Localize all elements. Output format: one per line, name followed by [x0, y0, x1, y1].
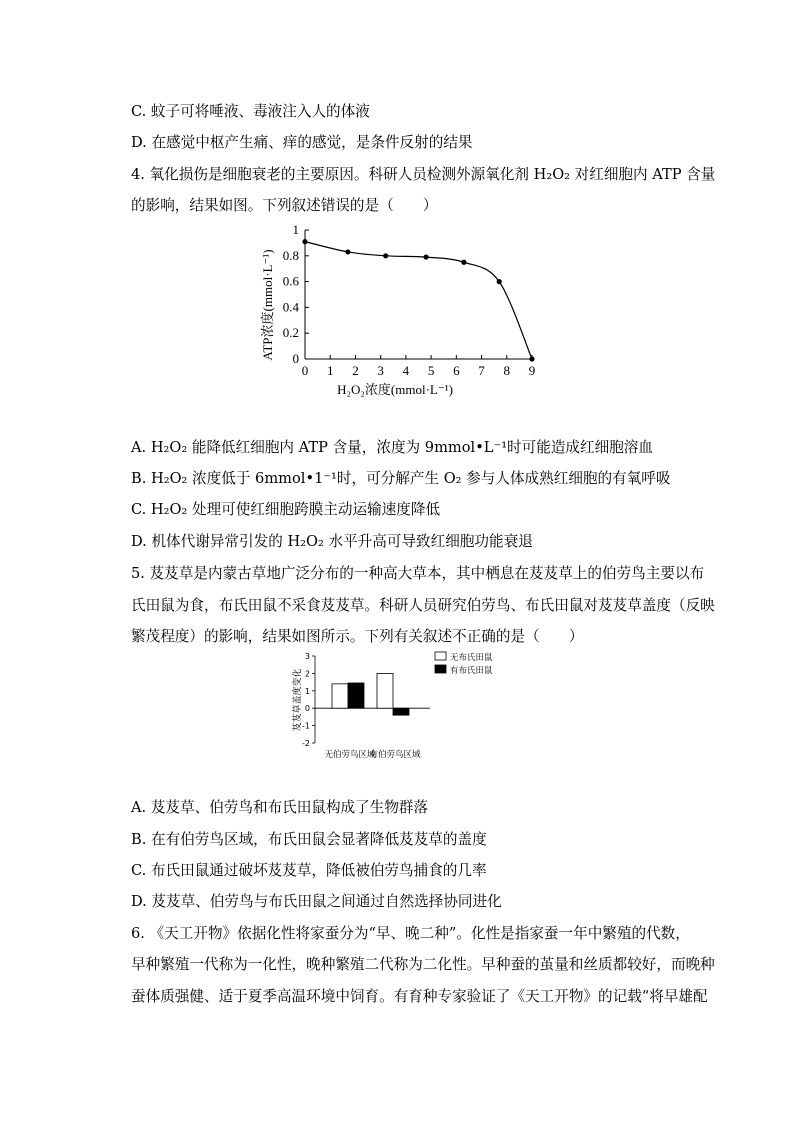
coverage-bar-chart [285, 648, 515, 763]
data-point [497, 279, 502, 284]
x-tick-label: 3 [377, 363, 384, 378]
question-4-stem-cont: 的影响，结果如图。下列叙述错误的是（ ） [131, 197, 438, 214]
option-d-q3: D. 在感觉中枢产生痛、痒的感觉，是条件反射的结果 [131, 134, 473, 151]
bar [393, 708, 409, 715]
y-tick-label: 0 [292, 351, 299, 366]
legend-swatch [435, 665, 446, 673]
question-6-stem-cont2: 蚕体质强健、适于夏季高温环境中饲育。有育种专家验证了《天工开物》的记载“将早雄配 [131, 988, 708, 1005]
option-b-q5: B. 在有伯劳鸟区域，布氏田鼠会显著降低芨芨草的盖度 [131, 831, 487, 848]
x-tick-label: 5 [427, 363, 435, 378]
option-d-q5: D. 芨芨草、伯劳鸟与布氏田鼠之间通过自然选择协同进化 [131, 893, 502, 910]
x-axis-label: H₂O₂浓度(mmol·L⁻¹) [337, 382, 453, 397]
question-5-stem-cont: 氏田鼠为食，布氏田鼠不采食芨芨草。科研人员研究伯劳鸟、布氏田鼠对芨芨草盖度（反映 [131, 597, 715, 614]
question-5-stem-cont2: 繁茂程度）的影响，结果如图所示。下列有关叙述不正确的是（ ） [131, 628, 584, 645]
bar [348, 683, 364, 708]
category-label: 无伯劳鸟区域 [324, 750, 376, 760]
x-tick-label: 9 [528, 363, 536, 378]
question-6-stem-cont: 早种繁殖一代称为一化性，晚种繁殖二代称为二化性。早种蚕的茧量和丝质都较好，而晚种 [131, 956, 715, 973]
atp-line-chart [250, 222, 550, 404]
legend-label: 有布氏田鼠 [450, 666, 493, 676]
option-a-q4: A. H₂O₂ 能降低红细胞内 ATP 含量，浓度为 9mmol•L⁻¹时可能造成红细胞溶血 [131, 439, 653, 456]
y-axis-label: 芨芨草盖度变化 [293, 668, 303, 732]
option-c-q3: C. 蚊子可将唾液、毒液注入人的体液 [131, 103, 370, 120]
y-tick-label: 0 [304, 704, 310, 714]
y-tick-label: 0.6 [282, 273, 299, 289]
question-5-stem: 5. 芨芨草是内蒙古草地广泛分布的一种高大草本，其中栖息在芨芨草上的伯劳鸟主要以布 [131, 565, 705, 582]
legend-swatch [435, 652, 446, 660]
data-point [423, 254, 428, 259]
y-tick-label: 1 [304, 686, 310, 696]
question-6-stem: 6. 《天工开物》依据化性将家蚕分为“早、晚二种”。化性是指家蚕一年中繁殖的代数， [131, 925, 690, 942]
bar [332, 684, 348, 708]
option-c-q4: C. H₂O₂ 处理可使红细胞跨膜主动运输速度降低 [131, 501, 441, 518]
bar [377, 673, 393, 708]
data-point [461, 260, 466, 265]
x-tick-label: 8 [503, 363, 511, 378]
question-4-stem: 4. 氧化损伤是细胞衰老的主要原因。科研人员检测外源氧化剂 H₂O₂ 对红细胞内 ATP 含量 [131, 166, 716, 183]
x-tick-label: 0 [301, 363, 309, 378]
category-label: 有伯劳鸟区域 [369, 750, 421, 760]
data-point [529, 356, 534, 361]
y-tick-label: 2 [304, 669, 310, 679]
data-point [345, 249, 350, 254]
x-tick-label: 6 [453, 363, 460, 378]
y-tick-label: 0.8 [282, 247, 299, 263]
x-tick-label: 4 [402, 363, 410, 378]
atp-curve [305, 242, 532, 359]
y-tick-label: 0.4 [282, 299, 299, 315]
data-point [383, 253, 388, 258]
y-tick-label: 0.2 [282, 325, 299, 341]
option-a-q5: A. 芨芨草、伯劳鸟和布氏田鼠构成了生物群落 [131, 799, 429, 816]
x-tick-label: 7 [478, 363, 485, 378]
y-tick-label: 3 [304, 652, 310, 661]
y-tick-label: -2 [302, 739, 310, 748]
data-point [302, 239, 307, 244]
option-c-q5: C. 布氏田鼠通过破坏芨芨草，降低被伯劳鸟捕食的几率 [131, 862, 487, 879]
y-tick-label: -1 [302, 721, 310, 731]
y-axis-label: ATP浓度(mmol·L⁻¹) [260, 249, 275, 361]
x-tick-label: 1 [326, 363, 334, 378]
legend-label: 无布氏田鼠 [450, 653, 493, 663]
y-tick-label: 1 [292, 222, 299, 237]
option-b-q4: B. H₂O₂ 浓度低于 6mmol•1⁻¹时，可分解产生 O₂ 参与人体成熟红细胞的有氧呼吸 [131, 470, 671, 487]
x-tick-label: 2 [352, 363, 359, 378]
option-d-q4: D. 机体代谢异常引发的 H₂O₂ 水平升高可导致红细胞功能衰退 [131, 533, 533, 550]
